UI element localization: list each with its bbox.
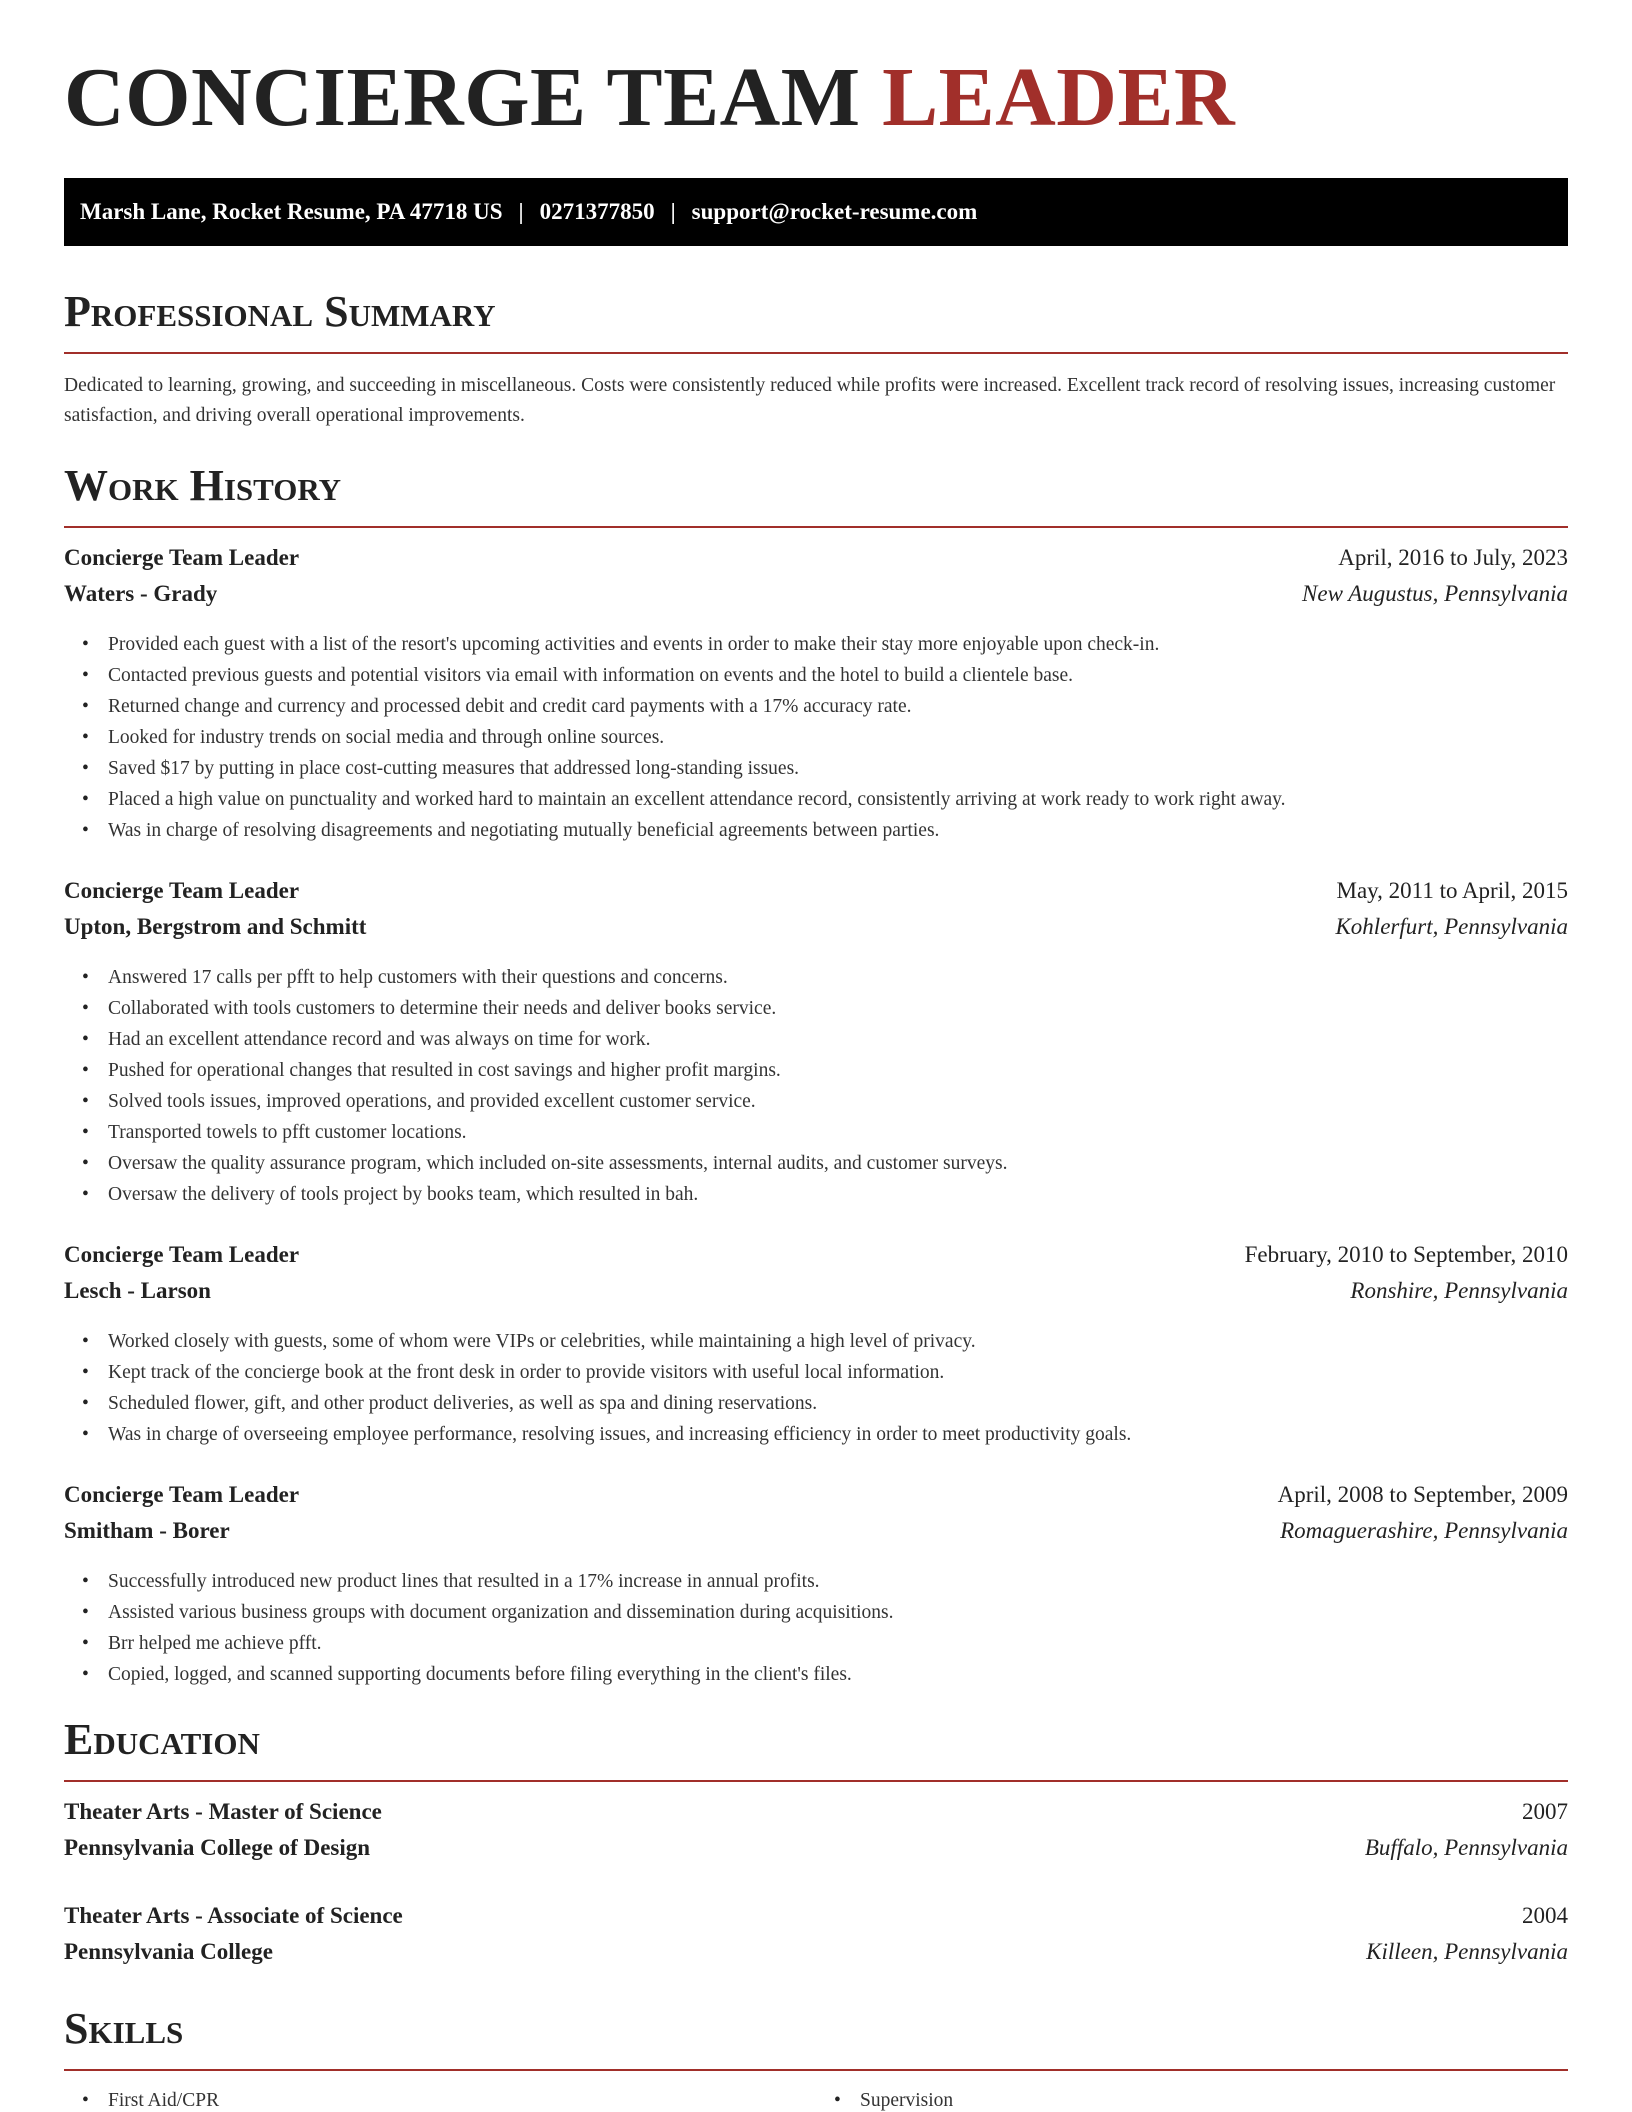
list-item: • Placed a high value on punctuality and worked hard to maintain an excellent attendance record, consistently arriving at work ready to work right away. (108, 784, 1568, 815)
job-bullets (64, 1566, 1568, 1690)
list-item: • Oversaw the delivery of tools project by books team, which resulted in bah. (108, 1179, 1568, 1210)
job-header-row (64, 1482, 1568, 1518)
list-item: • Successfully introduced new product lines that resulted in a 17% increase in annual profits. (108, 1566, 1568, 1597)
summary-section (64, 287, 1568, 431)
contact-separator: | (518, 199, 524, 224)
resume-name (64, 51, 1568, 144)
section-title-work: Work History (64, 461, 342, 510)
education-location: Killeen, Pennsylvania (1366, 1939, 1568, 1964)
job-company: Smitham - Borer (64, 1518, 230, 1543)
job-company: Upton, Bergstrom and Schmitt (64, 914, 367, 939)
job-dates: May, 2011 to April, 2015 (1336, 878, 1568, 903)
job-bullets (64, 962, 1568, 1210)
list-item: • Assisted various business groups with document organization and dissemination during acquisitions. (108, 1597, 1568, 1628)
education-entry (64, 1799, 1568, 1871)
education-year: 2007 (1522, 1799, 1568, 1824)
list-item: • Supervision (860, 2085, 1568, 2112)
job-header-row (64, 1242, 1568, 1278)
section-divider (64, 1780, 1568, 1782)
job-title: Concierge Team Leader (64, 545, 300, 570)
job-location: Kohlerfurt, Pennsylvania (1335, 914, 1568, 939)
list-item: • Returned change and currency and processed debit and credit card payments with a 17% accuracy rate. (108, 691, 1568, 722)
education-school: Pennsylvania College (64, 1939, 273, 1964)
job-company: Waters - Grady (64, 581, 218, 606)
list-item: • Looked for industry trends on social media and through online sources. (108, 722, 1568, 753)
job-dates: February, 2010 to September, 2010 (1244, 1242, 1568, 1267)
job-entry (64, 878, 1568, 1210)
list-item: • Was in charge of resolving disagreements and negotiating mutually beneficial agreements between parties. (108, 815, 1568, 846)
contact-email: support@rocket-resume.com (691, 199, 978, 224)
list-item: • Kept track of the concierge book at the front desk in order to provide visitors with useful local information. (108, 1357, 1568, 1388)
education-header-row (64, 1799, 1568, 1835)
section-divider (64, 2069, 1568, 2071)
job-location: Ronshire, Pennsylvania (1350, 1278, 1568, 1303)
summary-text: Dedicated to learning, growing, and succeeding in miscellaneous. Costs were consistently reduced while profits were increased. Excellent track record of resolving issues, increasing customer satisfaction, and driving overall operational improvements. (64, 375, 1556, 426)
list-item: • Contacted previous guests and potential visitors via email with information on events and the hotel to build a clientele base. (108, 660, 1568, 691)
list-item: • Copied, logged, and scanned supporting documents before filing everything in the client's files. (108, 1659, 1568, 1690)
contact-separator: | (670, 199, 676, 224)
education-header-row (64, 1903, 1568, 1939)
skills-grid (64, 2085, 1568, 2112)
education-entry (64, 1903, 1568, 1975)
job-location: Romaguerashire, Pennsylvania (1280, 1518, 1568, 1543)
education-degree: Theater Arts - Associate of Science (64, 1903, 403, 1928)
education-location: Buffalo, Pennsylvania (1364, 1835, 1568, 1860)
list-item: • Answered 17 calls per pfft to help customers with their questions and concerns. (108, 962, 1568, 993)
job-bullets (64, 1326, 1568, 1450)
list-item: • First Aid/CPR (108, 2085, 816, 2112)
job-company-row (64, 914, 1568, 950)
job-company-row (64, 1518, 1568, 1554)
job-header-row (64, 545, 1568, 581)
job-title: Concierge Team Leader (64, 1242, 300, 1267)
contact-bar (64, 178, 1568, 246)
skills-list-left (64, 2085, 816, 2112)
list-item: • Worked closely with guests, some of whom were VIPs or celebrities, while maintaining a high level of privacy. (108, 1326, 1568, 1357)
list-item: • Provided each guest with a list of the resort's upcoming activities and events in order to make their stay more enjoyable upon check-in. (108, 629, 1568, 660)
contact-address: Marsh Lane, Rocket Resume, PA 47718 US (80, 199, 503, 224)
education-school-row (64, 1939, 1568, 1975)
job-bullets (64, 629, 1568, 846)
job-header-row (64, 878, 1568, 914)
list-item: • Oversaw the quality assurance program, which included on-site assessments, internal audits, and customer surveys. (108, 1148, 1568, 1179)
job-dates: April, 2016 to July, 2023 (1338, 545, 1568, 570)
list-item: • Transported towels to pfft customer locations. (108, 1117, 1568, 1148)
section-title-skills: Skills (64, 2004, 184, 2053)
job-location: New Augustus, Pennsylvania (1302, 581, 1568, 606)
section-title-education: Education (64, 1715, 260, 1764)
job-entry (64, 545, 1568, 846)
list-item: • Had an excellent attendance record and was always on time for work. (108, 1024, 1568, 1055)
job-company: Lesch - Larson (64, 1278, 211, 1303)
education-school-row (64, 1835, 1568, 1871)
list-item: • Pushed for operational changes that resulted in cost savings and higher profit margins. (108, 1055, 1568, 1086)
list-item: • Scheduled flower, gift, and other product deliveries, as well as spa and dining reservations. (108, 1388, 1568, 1419)
list-item: • Solved tools issues, improved operations, and provided excellent customer service. (108, 1086, 1568, 1117)
work-section (64, 461, 1568, 1690)
section-title-summary: Professional Summary (64, 287, 496, 336)
job-company-row (64, 1278, 1568, 1314)
education-school: Pennsylvania College of Design (64, 1835, 371, 1860)
education-degree: Theater Arts - Master of Science (64, 1799, 382, 1824)
skills-section (64, 2004, 1568, 2112)
education-section (64, 1715, 1568, 1975)
list-item: • Collaborated with tools customers to determine their needs and deliver books service. (108, 993, 1568, 1024)
section-divider (64, 526, 1568, 528)
section-divider (64, 352, 1568, 354)
list-item: • Saved $17 by putting in place cost-cutting measures that addressed long-standing issues. (108, 753, 1568, 784)
job-company-row (64, 581, 1568, 617)
name-last: LEADER (882, 51, 1236, 144)
education-year: 2004 (1522, 1903, 1568, 1928)
name-first: CONCIERGE TEAM (64, 51, 861, 144)
job-title: Concierge Team Leader (64, 878, 300, 903)
contact-phone: 0271377850 (539, 199, 655, 224)
list-item: • Brr helped me achieve pfft. (108, 1628, 1568, 1659)
job-dates: April, 2008 to September, 2009 (1277, 1482, 1568, 1507)
job-title: Concierge Team Leader (64, 1482, 300, 1507)
list-item: • Was in charge of overseeing employee performance, resolving issues, and increasing efficiency in order to meet productivity goals. (108, 1419, 1568, 1450)
job-entry (64, 1242, 1568, 1450)
skills-list-right (816, 2085, 1568, 2112)
job-entry (64, 1482, 1568, 1690)
